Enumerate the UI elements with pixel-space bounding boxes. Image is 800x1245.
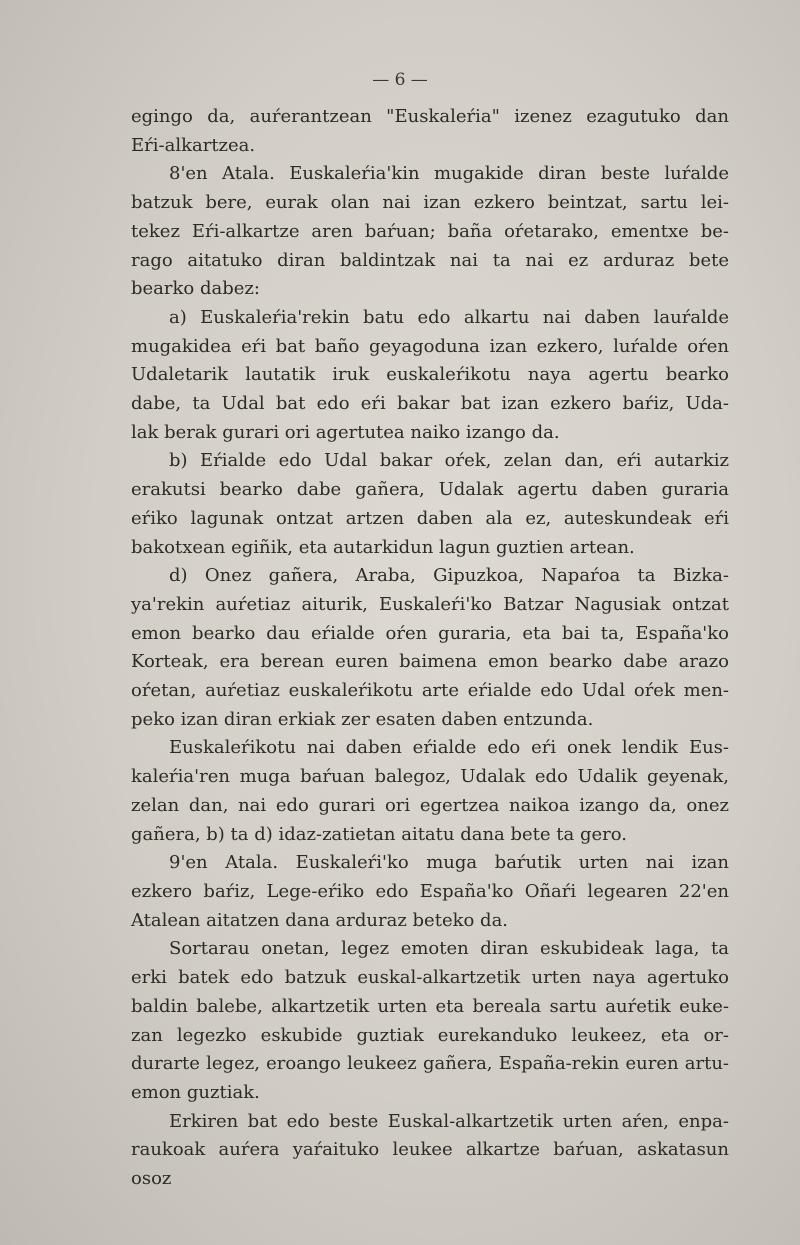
text-line: egingo da, auŕerantzean "Euskaleŕia" izenez ezagutuko dan: [131, 106, 729, 127]
text-line: ezkero baŕiz, Lege-eŕiko edo España'ko Oñaŕi legearen 22'en: [131, 880, 729, 902]
text-line: durarte legez, eroango leukeez gañera, España-rekin euren artu-: [131, 1053, 729, 1075]
text-line: 8'en Atala. Euskaleŕia'kin mugakide diran beste luŕalde: [169, 163, 729, 185]
text-line: Sortarau onetan, legez emoten diran eskubideak laga, ta: [169, 938, 729, 960]
text-line: Eŕi-alkartzea.: [131, 134, 256, 156]
text-line: a) Euskaleŕia'rekin batu edo alkartu nai daben lauŕalde: [169, 306, 729, 328]
text-line: dabe, ta Udal bat edo eŕi bakar bat izan ezkero baŕiz, Uda-: [131, 393, 729, 415]
text-line: mugakidea eŕi bat baño geyagoduna izan ezkero, luŕalde oŕen: [131, 335, 729, 357]
text-line: rago aitatuko diran baldintzak nai ta nai ez arduraz bete: [131, 249, 729, 271]
text-line: oŕetan, auŕetiaz euskaleŕikotu arte eŕialde edo Udal oŕek men-: [131, 680, 729, 702]
text-line: erki batek edo batzuk euskal-alkartzetik urten naya agertuko: [131, 967, 729, 989]
page-number: — 6 —: [372, 70, 428, 90]
text-line: Korteak, era berean euren baimena emon bearko dabe arazo: [131, 651, 729, 673]
text-line: kaleŕia'ren muga baŕuan balegoz, Udalak edo Udalik geyenak,: [131, 766, 729, 788]
text-line: batzuk bere, eurak olan nai izan ezkero beintzat, sartu lei-: [131, 192, 729, 214]
text-line: zan legezko eskubide guztiak eurekanduko leukeez, eta or-: [131, 1024, 729, 1046]
text-line: bakotxean egiñik, eta autarkidun lagun guztien artean.: [131, 536, 635, 558]
text-line: b) Eŕialde edo Udal bakar oŕek, zelan dan, eŕi autarkiz: [169, 450, 729, 472]
text-line: Erkiren bat edo beste Euskal-alkartzetik urten aŕen, enpa-: [169, 1110, 729, 1132]
text-line: tekez Eŕi-alkartze aren baŕuan; baña oŕetarako, ementxe be-: [131, 220, 729, 242]
text-line: ya'rekin auŕetiaz aiturik, Euskaleŕi'ko Batzar Nagusiak ontzat: [131, 593, 729, 615]
text-line: Udaletarik lautatik iruk euskaleŕikotu naya agertu bearko: [131, 364, 729, 386]
text-line: emon guztiak.: [131, 1081, 260, 1103]
body-text: [131, 103, 729, 1194]
text-line: gañera, b) ta d) idaz-zatietan aitatu dana bete ta gero.: [131, 823, 628, 845]
text-line: Euskaleŕikotu nai daben eŕialde edo eŕi onek lendik Eus-: [169, 737, 729, 759]
text-line: d) Onez gañera, Araba, Gipuzkoa, Napaŕoa ta Bizka-: [169, 565, 729, 587]
text-line: bearko dabez:: [131, 278, 260, 300]
text-line: lak berak gurari ori agertutea naiko izango da.: [131, 421, 560, 443]
text-line: erakutsi bearko dabe gañera, Udalak agertu daben guraria: [131, 479, 729, 501]
text-line: Atalean aitatzen dana arduraz beteko da.: [131, 909, 509, 931]
text-line: emon bearko dau eŕialde oŕen guraria, eta bai ta, España'ko: [131, 622, 729, 644]
text-line: eŕiko lagunak ontzat artzen daben ala ez, auteskundeak eŕi: [131, 507, 729, 529]
text-line: zelan dan, nai edo gurari ori egertzea naikoa izango da, onez: [131, 794, 729, 816]
text-line: peko izan diran erkiak zer esaten daben entzunda.: [131, 708, 594, 730]
text-line: raukoak auŕera yaŕaituko leukee alkartze baŕuan, askatasun osoz: [131, 1139, 729, 1190]
text-line: baldin balebe, alkartzetik urten eta bereala sartu auŕetik euke-: [131, 995, 729, 1017]
text-line: 9'en Atala. Euskaleŕi'ko muga baŕutik urten nai izan: [169, 852, 729, 874]
